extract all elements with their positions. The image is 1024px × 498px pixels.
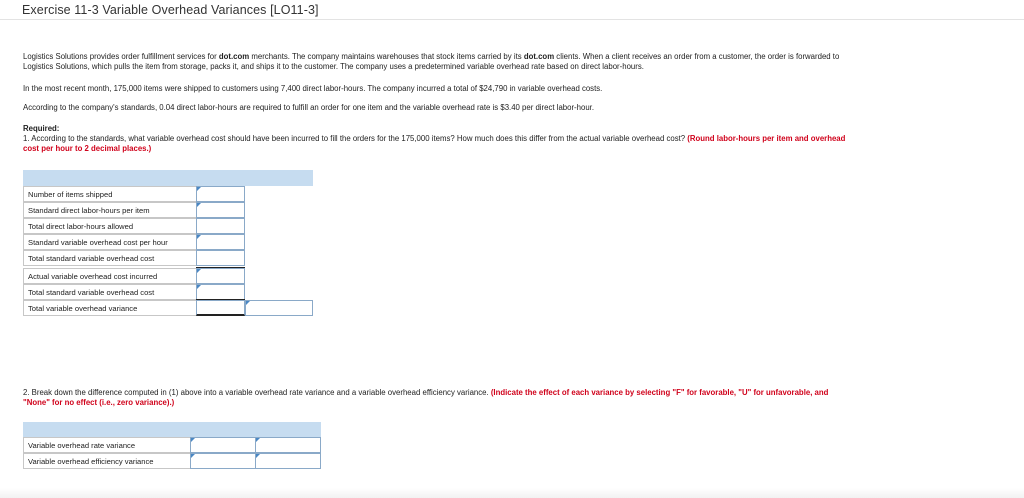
total-variance-input[interactable] — [196, 300, 245, 316]
dotcom-text: dot.com — [218, 52, 250, 61]
intro-text: Logistics Solutions, which pulls the item from storage, packs it, and ships it to the customer. The company uses a predetermined variable overhead rate based on direct labor-hours. — [23, 61, 644, 71]
standard-hours-per-item-input[interactable] — [196, 202, 245, 218]
table1-row-label: Number of items shipped — [23, 186, 197, 202]
table1-row-label: Standard variable overhead cost per hour — [23, 234, 197, 250]
rate-variance-effect-select[interactable] — [255, 437, 321, 453]
intro-text: clients. When a client receives an order from a customer, the order is forwarded to — [554, 52, 840, 61]
page-title: Exercise 11-3 Variable Overhead Variances [LO11-3] — [22, 3, 319, 17]
required-heading: Required: — [23, 124, 60, 133]
question-2-instruction: "None" for no effect (i.e., zero variance).) — [23, 397, 175, 407]
table1-row-label: Total direct labor-hours allowed — [23, 218, 197, 234]
total-hours-allowed-input[interactable] — [196, 218, 245, 234]
efficiency-variance-effect-select[interactable] — [255, 453, 321, 469]
question-1-instruction: cost per hour to 2 decimal places.) — [23, 143, 152, 153]
dotcom-text: dot.com — [523, 52, 555, 61]
intro-paragraph-1 — [23, 52, 1008, 71]
table1-row-label: Total standard variable overhead cost — [23, 284, 197, 300]
standard-rate-input[interactable] — [196, 234, 245, 250]
table2-row-label: Variable overhead rate variance — [23, 437, 191, 453]
table1-header — [23, 170, 313, 186]
total-variance-effect-select[interactable] — [245, 300, 313, 316]
question-1-text: 1. According to the standards, what variable overhead cost should have been incurred to fill the orders for the 175,000 items? How much does this differ from the actual variable overhead cost? — [23, 134, 688, 143]
question-2-text: 2. Break down the difference computed in (1) above into a variable overhead rate variance and a variable overhead efficiency variance. — [23, 388, 491, 397]
table1-row-label: Total standard variable overhead cost — [23, 250, 197, 266]
table1-row-label: Actual variable overhead cost incurred — [23, 268, 197, 284]
items-shipped-input[interactable] — [196, 186, 245, 202]
question-1-instruction: (Round labor-hours per item and overhead — [687, 134, 846, 143]
intro-text: merchants. The company maintains warehouses that stock items carried by its — [249, 52, 524, 61]
intro-paragraph-3: According to the company's standards, 0.04 direct labor-hours are required to fulfill an order for one item and the variable overhead rate is $3.40 per direct labor-hour. — [23, 103, 594, 112]
table1-row-label: Total variable overhead variance — [23, 300, 197, 316]
page-bottom-fade — [0, 488, 1024, 498]
intro-text: Logistics Solutions provides order fulfillment services for — [23, 52, 219, 61]
actual-cost-input[interactable] — [196, 268, 245, 284]
table1-row-label: Standard direct labor-hours per item — [23, 202, 197, 218]
total-standard-cost-repeat-input[interactable] — [196, 284, 245, 300]
intro-paragraph-2: In the most recent month, 175,000 items were shipped to customers using 7,400 direct labor-hours. The company incurred a total of $24,790 in variable overhead costs. — [23, 84, 603, 93]
total-standard-cost-input[interactable] — [196, 250, 245, 266]
rate-variance-input[interactable] — [190, 437, 256, 453]
title-divider — [0, 19, 1024, 20]
question-2 — [23, 388, 1013, 407]
question-2-instruction: (Indicate the effect of each variance by selecting "F" for favorable, "U" for unfavorable, and — [490, 388, 829, 397]
question-1 — [23, 134, 1013, 153]
table2-header — [23, 422, 321, 437]
efficiency-variance-input[interactable] — [190, 453, 256, 469]
table2-row-label: Variable overhead efficiency variance — [23, 453, 191, 469]
